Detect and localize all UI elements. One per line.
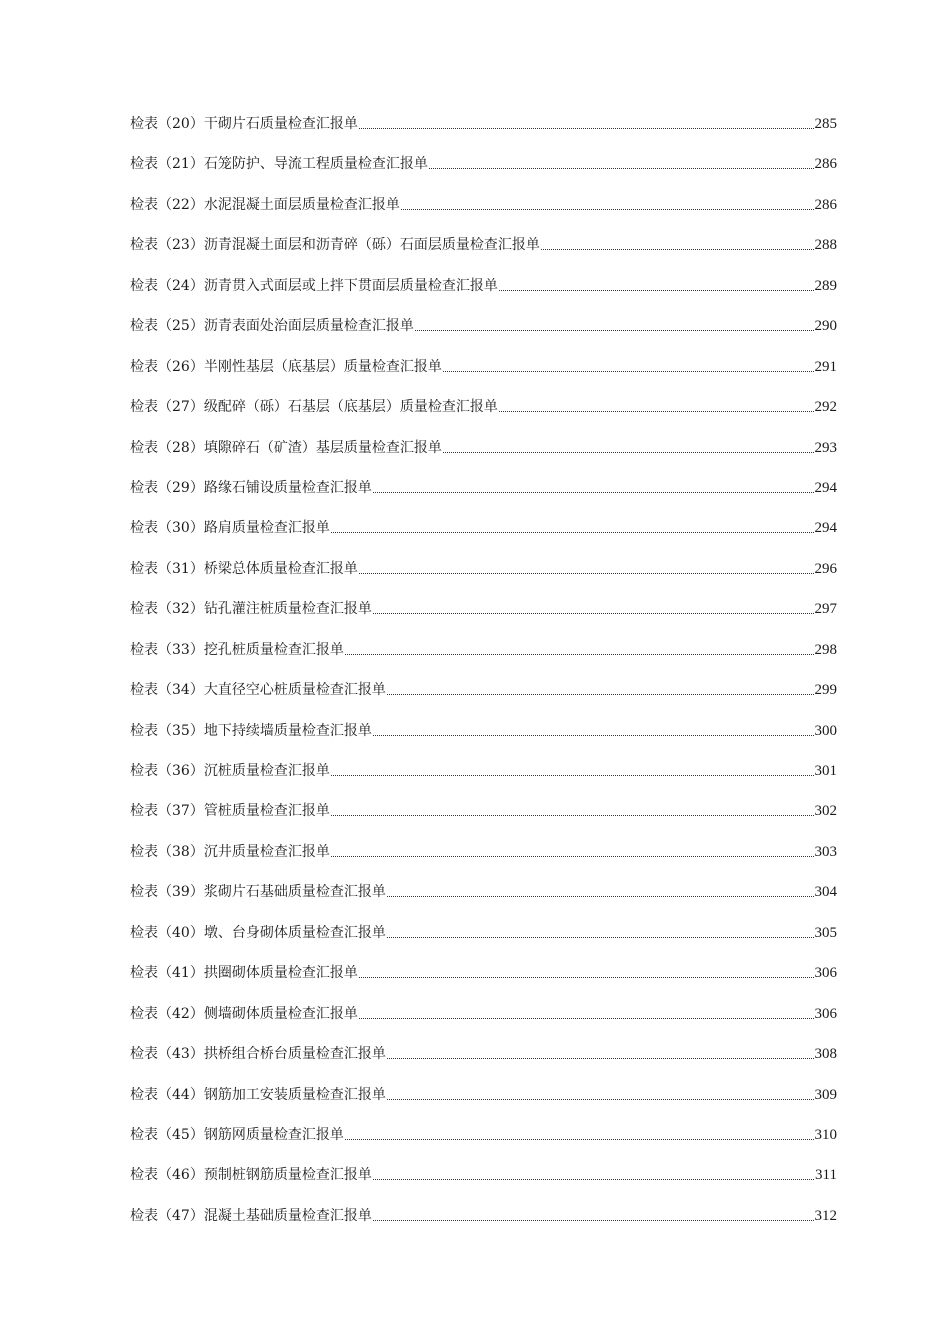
toc-entry-page-number: 286 [814,156,837,173]
toc-entry-title: 检表（38）沉井质量检查汇报单 [130,843,330,860]
toc-entry[interactable] [130,596,837,636]
toc-entry[interactable] [130,232,837,272]
toc-entry-title: 检表（41）拱圈砌体质量检查汇报单 [130,965,358,982]
toc-dot-leader [359,111,814,137]
toc-entry-title: 检表（25）沥青表面处治面层质量检查汇报单 [130,318,414,335]
toc-entry[interactable] [130,758,837,798]
toc-dot-leader [499,394,814,420]
toc-entry-page-number: 294 [814,479,837,496]
toc-entry-title: 检表（20）干砌片石质量检查汇报单 [130,116,358,132]
toc-entry[interactable] [130,313,837,353]
toc-dot-leader [387,920,814,946]
toc-entry-title: 检表（30）路肩质量检查汇报单 [130,520,330,537]
toc-entry-page-number: 311 [815,1167,837,1184]
toc-entry-title: 检表（33）挖孔桩质量检查汇报单 [130,641,344,658]
toc-entry-title: 检表（29）路缘石铺设质量检查汇报单 [130,479,372,496]
toc-entry-title: 检表（40）墩、台身砌体质量检查汇报单 [130,924,386,941]
toc-entry-title: 检表（21）石笼防护、导流工程质量检查汇报单 [130,156,428,173]
toc-entry-title: 检表（34）大直径空心桩质量检查汇报单 [130,682,386,699]
toc-entry[interactable] [130,920,837,960]
toc-entry[interactable] [130,151,837,191]
toc-dot-leader [331,839,814,865]
toc-entry-title: 检表（23）沥青混凝土面层和沥青碎（砾）石面层质量检查汇报单 [130,237,540,254]
toc-entry-page-number: 290 [814,318,837,335]
toc-entry-title: 检表（22）水泥混凝土面层质量检查汇报单 [130,196,400,213]
toc-entry[interactable] [130,677,837,717]
toc-entry-page-number: 309 [814,1086,837,1103]
toc-entry[interactable] [130,1122,837,1162]
toc-entry-title: 检表（47）混凝土基础质量检查汇报单 [130,1207,372,1224]
toc-entry-title: 检表（32）钻孔灌注桩质量检查汇报单 [130,601,372,618]
toc-dot-leader [541,232,814,258]
toc-entry[interactable] [130,1041,837,1081]
toc-entry-page-number: 292 [814,399,837,416]
toc-entry[interactable] [130,1082,837,1122]
toc-entry[interactable] [130,111,837,151]
toc-entry-page-number: 306 [814,1005,837,1022]
toc-dot-leader [345,1122,814,1148]
toc-dot-leader [345,637,814,663]
toc-dot-leader [331,798,814,824]
toc-entry-page-number: 296 [814,560,837,577]
toc-entry[interactable] [130,556,837,596]
toc-entry[interactable] [130,798,837,838]
toc-dot-leader [331,758,814,784]
toc-entry-title: 检表（28）填隙碎石（矿渣）基层质量检查汇报单 [130,439,442,456]
toc-entry-title: 检表（39）浆砌片石基础质量检查汇报单 [130,884,386,901]
toc-entry[interactable] [130,273,837,313]
toc-dot-leader [401,192,814,218]
toc-entry-title: 检表（45）钢筋网质量检查汇报单 [130,1126,344,1143]
toc-entry-page-number: 285 [814,116,837,132]
toc-dot-leader [429,151,814,177]
toc-dot-leader [373,1203,814,1229]
toc-entry-page-number: 308 [814,1046,837,1063]
toc-dot-leader [387,677,814,703]
toc-dot-leader [387,1041,814,1067]
toc-entry-page-number: 298 [814,641,837,658]
toc-entry[interactable] [130,515,837,555]
toc-entry[interactable] [130,960,837,1000]
toc-dot-leader [359,960,814,986]
toc-entry-title: 检表（24）沥青贯入式面层或上拌下贯面层质量检查汇报单 [130,277,498,294]
toc-entry-title: 检表（46）预制桩钢筋质量检查汇报单 [130,1167,372,1184]
toc-dot-leader [359,1001,814,1027]
toc-entry[interactable] [130,1203,837,1243]
toc-entry-page-number: 288 [814,237,837,254]
toc-entry-page-number: 310 [814,1126,837,1143]
toc-entry-title: 检表（36）沉桩质量检查汇报单 [130,763,330,779]
toc-entry[interactable] [130,354,837,394]
toc-dot-leader [373,1162,814,1188]
toc-entry-page-number: 300 [814,722,837,739]
toc-entry[interactable] [130,718,837,758]
toc-entry-page-number: 312 [814,1207,837,1224]
toc-dot-leader [387,879,814,905]
toc-entry[interactable] [130,839,837,879]
toc-entry[interactable] [130,1001,837,1041]
toc-entry-page-number: 305 [814,924,837,941]
toc-entry-page-number: 291 [814,358,837,375]
toc-entry-title: 检表（35）地下持续墙质量检查汇报单 [130,722,372,739]
toc-entry-title: 检表（43）拱桥组合桥台质量检查汇报单 [130,1046,386,1063]
toc-dot-leader [373,596,814,622]
toc-entry[interactable] [130,192,837,232]
toc-entry-page-number: 302 [814,803,837,820]
toc-dot-leader [373,718,814,744]
toc-dot-leader [499,273,814,299]
toc-entry-page-number: 306 [814,965,837,982]
toc-entry[interactable] [130,475,837,515]
toc-entry[interactable] [130,394,837,434]
toc-entry[interactable] [130,435,837,475]
toc-entry-page-number: 304 [814,884,837,901]
toc-entry-page-number: 299 [814,682,837,699]
toc-entry-page-number: 293 [814,439,837,456]
toc-entry[interactable] [130,1162,837,1202]
toc-entry-title: 检表（31）桥梁总体质量检查汇报单 [130,560,358,577]
toc-entry-title: 检表（44）钢筋加工安装质量检查汇报单 [130,1086,386,1103]
toc-entry-page-number: 294 [814,520,837,537]
toc-entry-page-number: 297 [814,601,837,618]
toc-dot-leader [387,1082,814,1108]
toc-entry-page-number: 301 [814,763,837,779]
toc-dot-leader [415,313,814,339]
toc-dot-leader [359,556,814,582]
toc-entry-title: 检表（27）级配碎（砾）石基层（底基层）质量检查汇报单 [130,399,498,416]
toc-dot-leader [373,475,814,501]
toc-dot-leader [331,515,814,541]
toc-dot-leader [443,435,814,461]
toc-entry-title: 检表（26）半刚性基层（底基层）质量检查汇报单 [130,358,442,375]
table-of-contents [130,111,837,1243]
toc-dot-leader [443,354,814,380]
toc-entry[interactable] [130,879,837,919]
toc-entry-page-number: 289 [814,277,837,294]
toc-entry-page-number: 286 [814,196,837,213]
toc-entry-page-number: 303 [814,843,837,860]
toc-entry-title: 检表（42）侧墙砌体质量检查汇报单 [130,1005,358,1022]
toc-entry-title: 检表（37）管桩质量检查汇报单 [130,803,330,820]
toc-entry[interactable] [130,637,837,677]
